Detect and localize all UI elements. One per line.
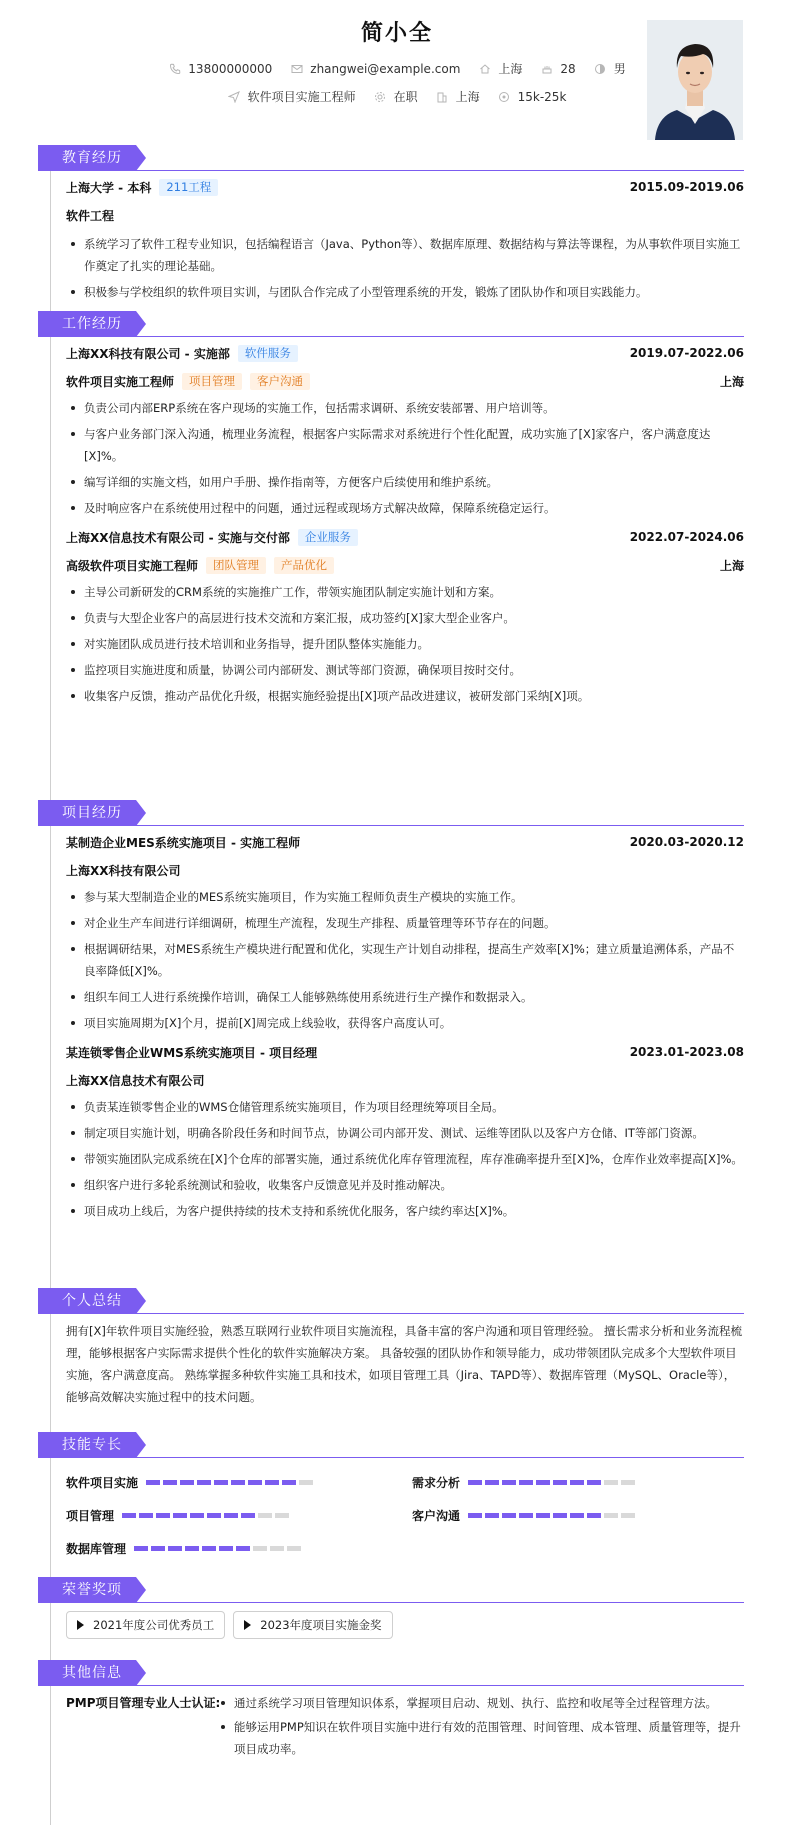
skill-level-segment	[553, 1480, 567, 1485]
school-name: 上海大学 - 本科	[66, 180, 152, 195]
age-info	[540, 62, 575, 76]
phone-info	[168, 62, 272, 76]
skill-item	[66, 1532, 412, 1565]
skill-level-segment	[282, 1480, 296, 1485]
job-period: 2019.07-2022.06	[629, 346, 744, 360]
target-city-info	[436, 88, 480, 105]
section-divider	[38, 1313, 744, 1314]
role-tag: 产品优化	[274, 557, 334, 574]
list-item: 主导公司新研发的CRM系统的实施推广工作，带领实施团队制定实施计划和方案。	[66, 581, 744, 603]
project-bullets	[66, 1094, 744, 1222]
project-company: 上海XX科技有限公司	[66, 863, 181, 878]
skill-level-segment	[265, 1480, 279, 1485]
education-row	[66, 173, 744, 201]
role-tag: 项目管理	[182, 373, 242, 390]
skill-level-segment	[202, 1546, 216, 1551]
project-company-row	[66, 1066, 744, 1094]
list-item: 根据调研结果，对MES系统生产模块进行配置和优化，实现生产计划自动排程，提高生产效率[X]%；建立质量追溯体系，产品不良率降低[X]%。	[66, 938, 744, 982]
project-period: 2020.03-2020.12	[629, 835, 744, 849]
gender-text: 男	[613, 62, 626, 76]
section-divider	[38, 1685, 744, 1686]
education-period: 2015.09-2019.06	[629, 180, 744, 194]
list-item: 参与某大型制造企业的MES系统实施项目，作为实施工程师负责生产模块的实施工作。	[66, 886, 744, 908]
phone-text: 13800000000	[188, 61, 273, 76]
list-item: 负责与大型企业客户的高层进行技术交流和方案汇报，成功签约[X]家大型企业客户。	[66, 607, 744, 629]
education-section	[38, 145, 744, 307]
awards-section	[38, 1577, 744, 1639]
skill-level-bar	[122, 1513, 289, 1518]
list-item: 与客户业务部门深入沟通，梳理业务流程，根据客户实际需求对系统进行个性化配置，成功实施了[X]家客户，客户满意度达[X]%。	[66, 423, 744, 467]
city-info	[478, 60, 522, 77]
city-text: 上海	[498, 62, 523, 76]
major-name: 软件工程	[66, 208, 115, 223]
salary-text: 15k-25k	[517, 89, 567, 104]
coin-icon	[498, 90, 511, 103]
skill-level-segment	[134, 1546, 148, 1551]
project-bullets	[66, 884, 744, 1034]
skill-item	[412, 1466, 742, 1499]
award-item	[233, 1611, 392, 1639]
skills-title: 技能专长	[38, 1432, 136, 1458]
target-city-text: 上海	[455, 90, 480, 104]
projects-section	[38, 800, 744, 1226]
list-item: 通过系统学习项目管理知识体系，掌握项目启动、规划、执行、监控和收尾等全过程管理方法。	[216, 1692, 744, 1714]
project-row	[66, 1038, 744, 1066]
skill-level-segment	[173, 1513, 187, 1518]
company-name: 上海XX科技有限公司 - 实施部	[66, 346, 230, 361]
summary-text: 拥有[X]年软件项目实施经验，熟悉互联网行业软件项目实施流程，具备丰富的客户沟通和项目管理经验。 擅长需求分析和业务流程梳理，能够根据客户实际需求提供个性化的软件实施解决方案。 具备较强的团队协作和领导能力，成功带领团队完成多个大型软件项目实施，客户满意度高。 熟练掌握多种软件实施工具和技术，如项目管理工具（Jira、TAPD等）、数据库管理（MySQL、Oracle等），能够高效解决实施过程中的技术问题。	[66, 1324, 742, 1404]
skill-level-segment	[185, 1546, 199, 1551]
skill-level-segment	[224, 1513, 238, 1518]
target-role-info	[228, 88, 356, 105]
skill-level-segment	[587, 1513, 601, 1518]
skill-level-segment	[258, 1513, 272, 1518]
skill-level-segment	[139, 1513, 153, 1518]
resume-header	[0, 0, 794, 168]
major-row	[66, 201, 744, 229]
list-item: 带领实施团队完成系统在[X]个仓库的部署实施，通过系统优化库存管理流程，库存准确率提升至[X]%，仓库作业效率提高[X]%。	[66, 1148, 744, 1170]
skill-level-bar	[146, 1480, 313, 1485]
skill-level-segment	[197, 1480, 211, 1485]
play-icon	[77, 1620, 84, 1630]
skills-grid	[66, 1458, 744, 1565]
list-item: 制定项目实施计划，明确各阶段任务和时间节点，协调公司内部开发、测试、运维等团队以及客户方仓储、IT等部门资源。	[66, 1122, 744, 1144]
send-icon	[228, 90, 241, 103]
skill-name: 客户沟通	[412, 1509, 461, 1523]
list-item: 负责公司内部ERP系统在客户现场的实施工作，包括需求调研、系统安装部署、用户培训等。	[66, 397, 744, 419]
skill-level-segment	[214, 1480, 228, 1485]
skill-level-segment	[536, 1513, 550, 1518]
skill-level-segment	[519, 1513, 533, 1518]
skill-item	[412, 1499, 742, 1532]
job-role: 高级软件项目实施工程师	[66, 558, 199, 573]
list-item: 及时响应客户在系统使用过程中的问题，通过远程或现场方式解决故障，保障系统稳定运行。	[66, 497, 744, 519]
project-name: 某连锁零售企业WMS系统实施项目 - 项目经理	[66, 1045, 318, 1060]
other-header	[38, 1660, 744, 1686]
awards-header	[38, 1577, 744, 1603]
skill-item	[66, 1466, 412, 1499]
award-text: 2023年度项目实施金奖	[260, 1618, 382, 1632]
skill-level-segment	[485, 1480, 499, 1485]
age-text: 28	[560, 61, 576, 76]
awards-list	[66, 1603, 744, 1639]
skill-level-segment	[502, 1480, 516, 1485]
award-item	[66, 1611, 225, 1639]
skill-level-bar	[468, 1480, 635, 1485]
skill-name: 数据库管理	[66, 1542, 127, 1556]
salary-info	[498, 90, 567, 104]
skill-level-segment	[163, 1480, 177, 1485]
skill-level-segment	[190, 1513, 204, 1518]
other-section	[38, 1660, 744, 1762]
gear-icon	[374, 90, 387, 103]
skill-level-segment	[536, 1480, 550, 1485]
skill-level-segment	[151, 1546, 165, 1551]
education-bullets	[66, 229, 744, 303]
company-tag: 企业服务	[298, 529, 358, 546]
list-item: 系统学习了软件工程专业知识，包括编程语言（Java、Python等）、数据库原理、数据结构与算法等课程，为从事软件项目实施工作奠定了扎实的理论基础。	[66, 233, 744, 277]
list-item: 对实施团队成员进行技术培训和业务指导，提升团队整体实施能力。	[66, 633, 744, 655]
skill-level-segment	[180, 1480, 194, 1485]
phone-icon	[168, 62, 181, 75]
skills-header	[38, 1432, 744, 1458]
job-role-row	[66, 551, 744, 579]
candidate-name: 简小全	[360, 21, 433, 46]
summary-section	[38, 1288, 744, 1408]
section-divider	[38, 1602, 744, 1603]
skill-level-segment	[587, 1480, 601, 1485]
company-tag: 软件服务	[238, 345, 298, 362]
play-icon	[244, 1620, 251, 1630]
other-row	[66, 1686, 744, 1762]
list-item: 项目实施周期为[X]个月，提前[X]周完成上线验收，获得客户高度认可。	[66, 1012, 744, 1034]
skill-item	[66, 1499, 412, 1532]
education-title: 教育经历	[38, 145, 136, 171]
list-item: 能够运用PMP知识在软件项目实施中进行有效的范围管理、时间管理、成本管理、质量管理等，提升项目成功率。	[216, 1716, 744, 1760]
skill-level-segment	[621, 1480, 635, 1485]
list-item: 收集客户反馈，推动产品优化升级，根据实施经验提出[X]项产品改进建议，被研发部门采纳[X]项。	[66, 685, 744, 707]
skill-level-segment	[519, 1480, 533, 1485]
skill-level-bar	[134, 1546, 301, 1551]
home-icon	[478, 62, 491, 75]
list-item: 负责某连锁零售企业的WMS仓储管理系统实施项目，作为项目经理统筹项目全局。	[66, 1096, 744, 1118]
cake-icon	[540, 62, 553, 75]
list-item: 项目成功上线后，为客户提供持续的技术支持和系统优化服务，客户续约率达[X]%。	[66, 1200, 744, 1222]
gender-icon	[594, 62, 607, 75]
skill-level-segment	[468, 1513, 482, 1518]
email-info	[290, 62, 460, 76]
awards-title: 荣誉奖项	[38, 1577, 136, 1603]
avatar-photo	[647, 20, 743, 140]
list-item: 编写详细的实施文档，如用户手册、操作指南等，方便客户后续使用和维护系统。	[66, 471, 744, 493]
work-section	[38, 311, 744, 711]
skill-level-segment	[156, 1513, 170, 1518]
skill-name: 需求分析	[412, 1476, 461, 1490]
skill-level-segment	[570, 1480, 584, 1485]
target-role-text: 软件项目实施工程师	[247, 90, 356, 104]
section-divider	[38, 825, 744, 826]
skill-level-segment	[570, 1513, 584, 1518]
skill-level-segment	[553, 1513, 567, 1518]
skill-level-segment	[468, 1480, 482, 1485]
skill-level-segment	[604, 1480, 618, 1485]
skill-level-segment	[275, 1513, 289, 1518]
list-item: 积极参与学校组织的软件项目实训，与团队合作完成了小型管理系统的开发，锻炼了团队协作和项目实践能力。	[66, 281, 744, 303]
list-item: 组织客户进行多轮系统测试和验收，收集客户反馈意见并及时推动解决。	[66, 1174, 744, 1196]
summary-header	[38, 1288, 744, 1314]
project-row	[66, 828, 744, 856]
job-company-row	[66, 339, 744, 367]
status-info	[374, 88, 418, 105]
certification-label: PMP项目管理专业人士认证:	[66, 1696, 221, 1710]
section-divider	[38, 170, 744, 171]
skill-level-segment	[122, 1513, 136, 1518]
skill-level-segment	[621, 1513, 635, 1518]
skill-level-segment	[207, 1513, 221, 1518]
job-bullets	[66, 395, 744, 519]
education-header	[38, 145, 744, 171]
project-period: 2023.01-2023.08	[629, 1045, 744, 1059]
school-tag: 211工程	[159, 179, 218, 196]
list-item: 监控项目实施进度和质量，协调公司内部研发、测试等部门资源，确保项目按时交付。	[66, 659, 744, 681]
skill-level-segment	[604, 1513, 618, 1518]
skill-level-segment	[502, 1513, 516, 1518]
project-company-row	[66, 856, 744, 884]
skill-level-segment	[168, 1546, 182, 1551]
skill-level-segment	[236, 1546, 250, 1551]
job-role-row	[66, 367, 744, 395]
list-item: 对企业生产车间进行详细调研，梳理生产流程，发现生产排程、质量管理等环节存在的问题。	[66, 912, 744, 934]
building-icon	[436, 90, 449, 103]
job-location: 上海	[719, 558, 744, 573]
mail-icon	[290, 62, 303, 75]
skill-level-segment	[485, 1513, 499, 1518]
skill-level-segment	[248, 1480, 262, 1485]
role-tag: 团队管理	[206, 557, 266, 574]
skill-level-segment	[231, 1480, 245, 1485]
job-company-row	[66, 523, 744, 551]
section-divider	[38, 1457, 744, 1458]
email-text: zhangwei@example.com	[310, 61, 461, 76]
certification-bullets	[216, 1692, 744, 1762]
skill-level-segment	[270, 1546, 284, 1551]
skill-level-segment	[287, 1546, 301, 1551]
list-item: 组织车间工人进行系统操作培训，确保工人能够熟练使用系统进行生产操作和数据录入。	[66, 986, 744, 1008]
job-bullets	[66, 579, 744, 707]
job-period: 2022.07-2024.06	[629, 530, 744, 544]
section-divider	[38, 336, 744, 337]
summary-title: 个人总结	[38, 1288, 136, 1314]
skill-name: 软件项目实施	[66, 1476, 139, 1490]
skill-level-segment	[299, 1480, 313, 1485]
other-title: 其他信息	[38, 1660, 136, 1686]
gender-info	[594, 60, 626, 77]
skill-level-segment	[241, 1513, 255, 1518]
skills-section	[38, 1432, 744, 1565]
skill-level-segment	[219, 1546, 233, 1551]
work-header	[38, 311, 744, 337]
company-name: 上海XX信息技术有限公司 - 实施与交付部	[66, 530, 290, 545]
skill-level-segment	[253, 1546, 267, 1551]
award-text: 2021年度公司优秀员工	[93, 1618, 215, 1632]
projects-title: 项目经历	[38, 800, 136, 826]
skill-level-segment	[146, 1480, 160, 1485]
status-text: 在职	[393, 90, 418, 104]
role-tag: 客户沟通	[250, 373, 310, 390]
project-company: 上海XX信息技术有限公司	[66, 1073, 205, 1088]
projects-header	[38, 800, 744, 826]
skill-name: 项目管理	[66, 1509, 115, 1523]
work-title: 工作经历	[38, 311, 136, 337]
job-role: 软件项目实施工程师	[66, 374, 175, 389]
job-location: 上海	[719, 374, 744, 389]
skill-level-bar	[468, 1513, 635, 1518]
project-name: 某制造企业MES系统实施项目 - 实施工程师	[66, 835, 301, 850]
